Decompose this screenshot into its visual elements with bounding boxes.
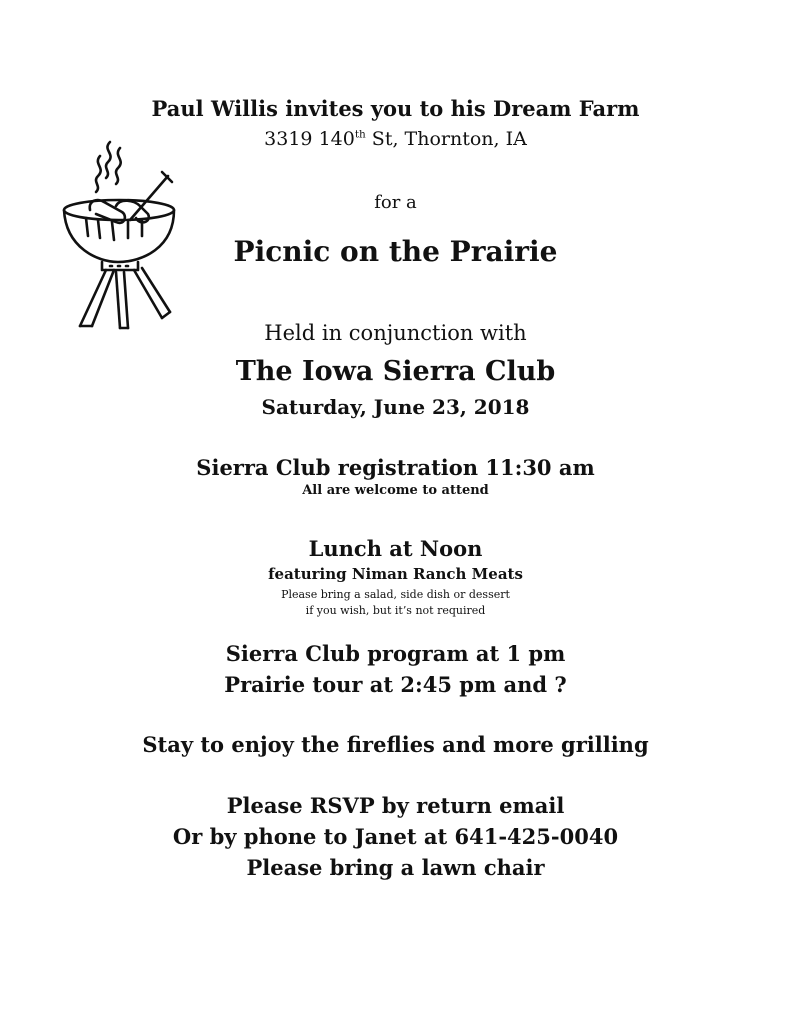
address-suffix: th	[354, 128, 366, 141]
held-in-conjunction: Held in conjunction with	[264, 321, 527, 345]
lunch-note-1: Please bring a salad, side dish or dessert	[281, 588, 510, 601]
registration-time: Sierra Club registration 11:30 am	[196, 455, 595, 480]
address	[0, 130, 791, 149]
address-rest: St, Thornton, IA	[365, 128, 527, 150]
organization-name: The Iowa Sierra Club	[235, 356, 556, 387]
event-title: Picnic on the Prairie	[233, 235, 558, 268]
grill-icon	[58, 138, 188, 333]
fireflies-line: Stay to enjoy the fireflies and more grilling	[142, 732, 649, 757]
rsvp-phone: Or by phone to Janet at 641-425-0040	[172, 824, 619, 849]
program-time: Sierra Club program at 1 pm	[225, 641, 566, 666]
lunch-time: Lunch at Noon	[308, 536, 483, 561]
rsvp-email: Please RSVP by return email	[226, 793, 565, 818]
host-line: Paul Willis invites you to his Dream Farm	[151, 96, 640, 121]
lunch-feature: featuring Niman Ranch Meats	[268, 565, 523, 583]
registration-note: All are welcome to attend	[302, 483, 489, 498]
tour-time: Prairie tour at 2:45 pm and ?	[224, 672, 567, 697]
event-date: Saturday, June 23, 2018	[261, 395, 530, 419]
address-number: 3319 140	[264, 128, 355, 150]
lawn-chair-note: Please bring a lawn chair	[246, 855, 545, 880]
for-a: for a	[374, 192, 417, 213]
lunch-note-2: if you wish, but it’s not required	[305, 604, 486, 617]
